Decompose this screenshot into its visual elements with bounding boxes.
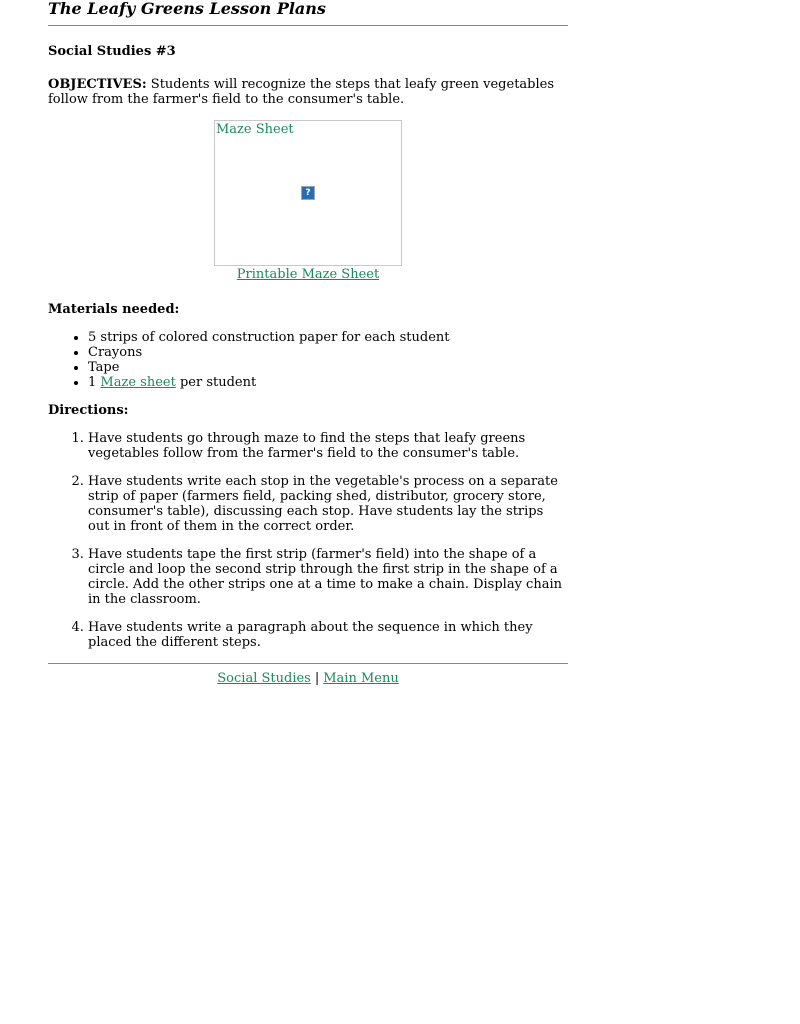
objectives-paragraph xyxy=(48,77,568,107)
item-suffix: per student xyxy=(179,375,257,390)
objectives-label: OBJECTIVES: xyxy=(48,77,147,92)
direction-step: 1. Have students go through maze to find the steps that leafy greens vegetables follow from the farmer's field to the consumer's table. xyxy=(88,431,568,461)
main-menu-link[interactable]: Main Menu xyxy=(323,671,399,686)
directions-list xyxy=(48,431,568,650)
maze-sheet-link[interactable]: Maze sheet xyxy=(100,375,176,390)
directions-heading: Directions: xyxy=(48,403,129,418)
footer-divider xyxy=(48,663,568,664)
maze-sheet-image[interactable] xyxy=(214,120,402,266)
list-item: • Crayons xyxy=(88,345,568,360)
maze-figure xyxy=(48,120,568,282)
image-alt-text: Maze Sheet xyxy=(216,122,294,137)
footer-nav xyxy=(48,671,568,686)
broken-image-icon: ? xyxy=(301,186,315,200)
list-item xyxy=(88,375,568,390)
lesson-page xyxy=(48,0,568,686)
nav-separator: | xyxy=(314,671,320,686)
printable-maze-sheet-link[interactable]: Printable Maze Sheet xyxy=(236,267,380,282)
list-item: • 5 strips of colored construction paper for each student xyxy=(88,330,568,345)
item-prefix: 1 xyxy=(88,375,97,390)
social-studies-link[interactable]: Social Studies xyxy=(217,671,311,686)
materials-heading: Materials needed: xyxy=(48,302,180,317)
site-title: The Leafy Greens Lesson Plans xyxy=(48,0,326,18)
direction-step: 2. Have students write each stop in the vegetable's process on a separate strip of paper (farmers field, packing shed, distributor, grocery store, consumer's table), discussing each stop. Have students lay the strips out in front of them in the correct order. xyxy=(88,474,568,534)
objectives-text: Students will recognize the steps that leafy green vegetables follow from the farmer's field to the consumer's table. xyxy=(48,77,555,107)
materials-list xyxy=(48,330,568,390)
lesson-title: Social Studies #3 xyxy=(48,44,176,59)
list-item: • Tape xyxy=(88,360,568,375)
direction-step: 4. Have students write a paragraph about the sequence in which they placed the different steps. xyxy=(88,620,568,650)
direction-step: 3. Have students tape the first strip (farmer's field) into the shape of a circle and loop the second strip through the first strip in the shape of a circle. Add the other strips one at a time to make a chain. Display chain in the classroom. xyxy=(88,547,568,607)
header-divider xyxy=(48,25,568,26)
